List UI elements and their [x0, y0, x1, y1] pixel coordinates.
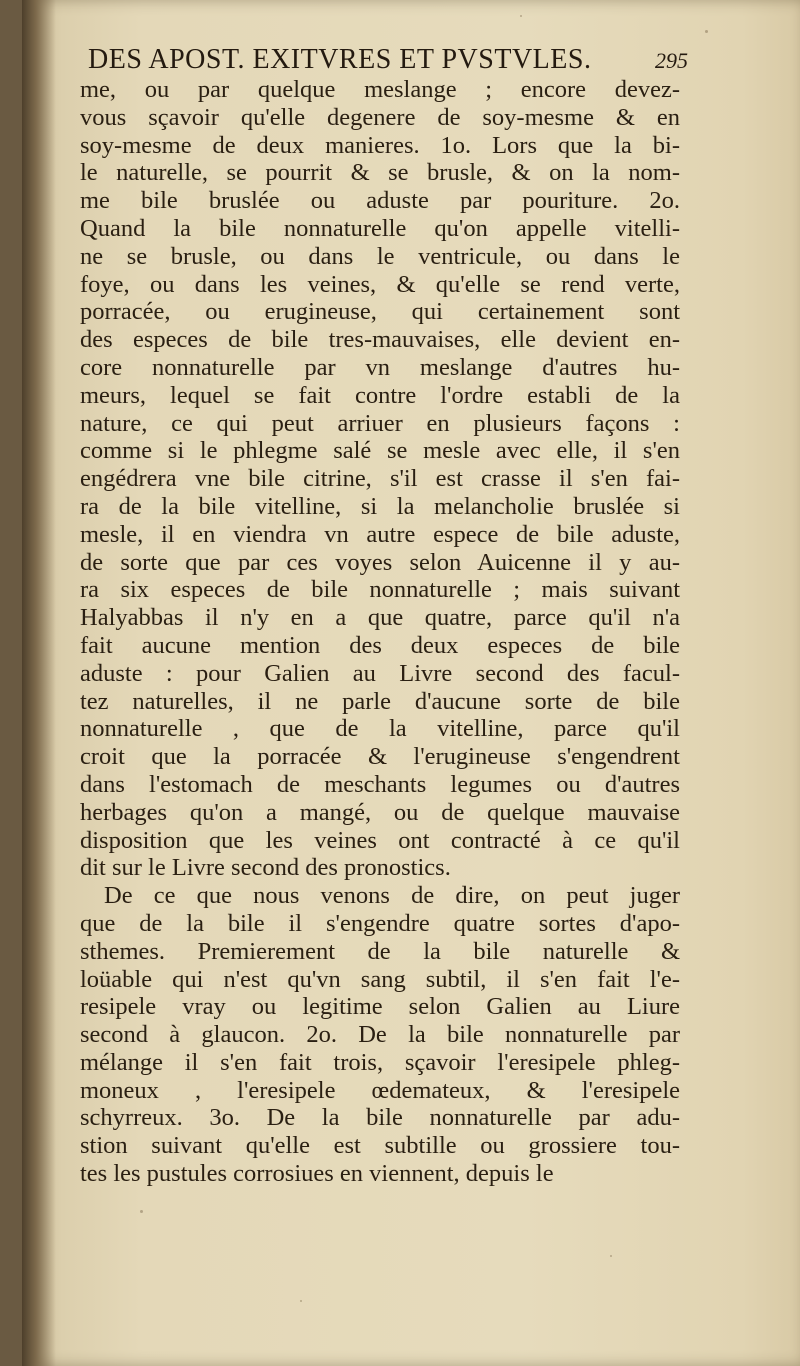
text-line: tes les pustules corrosiues en viennent, depuis le [80, 1160, 554, 1188]
text-line: disposition que les veines ont contracté à ce qu'il [80, 826, 680, 854]
text-line: de sorte que par ces voyes selon Auicenne il y au- [80, 548, 680, 576]
text-line: Halyabbas il n'y en a que quatre, parce qu'il n'a [80, 604, 680, 632]
text-line: mesle, il en viendra vn autre espece de bile aduste, [80, 520, 680, 548]
page-number: 295 [655, 48, 688, 73]
text-line: core nonnaturelle par vn meslange d'autres hu- [80, 353, 680, 381]
text-line: second à glaucon. 2o. De la bile nonnaturelle par [80, 1021, 680, 1049]
text-line: schyrreux. 3o. De la bile nonnaturelle par adu- [80, 1104, 680, 1132]
text-line: vous sçavoir qu'elle degenere de soy-mesme & en [80, 103, 680, 131]
text-line: nonnaturelle , que de la vitelline, parce qu'il [80, 715, 680, 743]
text-line: sthemes. Premierement de la bile naturelle & [80, 937, 680, 965]
text-line: De ce que nous venons de dire, on peut juger [104, 882, 680, 910]
paper-speck [140, 1210, 143, 1213]
text-line: moneux , l'eresipele œdemateux, & l'eresipele [80, 1076, 680, 1104]
body-text [80, 76, 680, 1188]
text-line: dit sur le Livre second des pronostics. [80, 854, 451, 882]
page-header [88, 44, 688, 80]
text-line: le naturelle, se pourrit & se brusle, & on la nom- [80, 159, 680, 187]
text-line: stion suivant qu'elle est subtille ou grossiere tou- [80, 1132, 680, 1160]
binding-gutter-shadow [22, 0, 56, 1366]
text-line: nature, ce qui peut arriuer en plusieurs façons : [80, 409, 680, 437]
paper-speck [520, 15, 522, 17]
text-line: ra six especes de bile nonnaturelle ; mais suivant [80, 576, 680, 604]
text-line: comme si le phlegme salé se mesle avec elle, il s'en [80, 437, 680, 465]
text-line: meurs, lequel se fait contre l'ordre establi de la [80, 381, 680, 409]
text-line: croit que la porracée & l'erugineuse s'engendrent [80, 743, 680, 771]
text-line: aduste : pour Galien au Livre second des facul- [80, 659, 680, 687]
running-title: DES APOST. EXITVRES ET PVSTVLES. [88, 44, 592, 75]
paper-speck [705, 30, 708, 33]
text-line: soy-mesme de deux manieres. 1o. Lors que la bi- [80, 131, 680, 159]
text-line: ra de la bile vitelline, si la melancholie bruslée si [80, 492, 680, 520]
text-line: des especes de bile tres-mauvaises, elle devient en- [80, 326, 680, 354]
text-line: Quand la bile nonnaturelle qu'on appelle vitelli- [80, 214, 680, 242]
text-line: engédrera vne bile citrine, s'il est crasse il s'en fai- [80, 465, 680, 493]
text-line: loüable qui n'est qu'vn sang subtil, il s'en fait l'e- [80, 965, 680, 993]
text-line: foye, ou dans les veines, & qu'elle se rend verte, [80, 270, 680, 298]
text-line: porracée, ou erugineuse, qui certainement sont [80, 298, 680, 326]
text-line: herbages qu'on a mangé, ou de quelque mauvaise [80, 798, 680, 826]
text-line: dans l'estomach de meschants legumes ou d'autres [80, 770, 680, 798]
text-line: me, ou par quelque meslange ; encore devez- [80, 76, 680, 103]
paper-speck [300, 1300, 302, 1302]
text-line: me bile bruslée ou aduste par pouriture. 2o. [80, 187, 680, 215]
text-line: que de la bile il s'engendre quatre sortes d'apo- [80, 909, 680, 937]
text-line: resipele vray ou legitime selon Galien au Liure [80, 993, 680, 1021]
text-line: fait aucune mention des deux especes de bile [80, 631, 680, 659]
paper-speck [610, 1255, 612, 1257]
text-line: ne se brusle, ou dans le ventricule, ou dans le [80, 242, 680, 270]
text-line: mélange il s'en fait trois, sçavoir l'eresipele phleg- [80, 1048, 680, 1076]
text-line: tez naturelles, il ne parle d'aucune sorte de bile [80, 687, 680, 715]
